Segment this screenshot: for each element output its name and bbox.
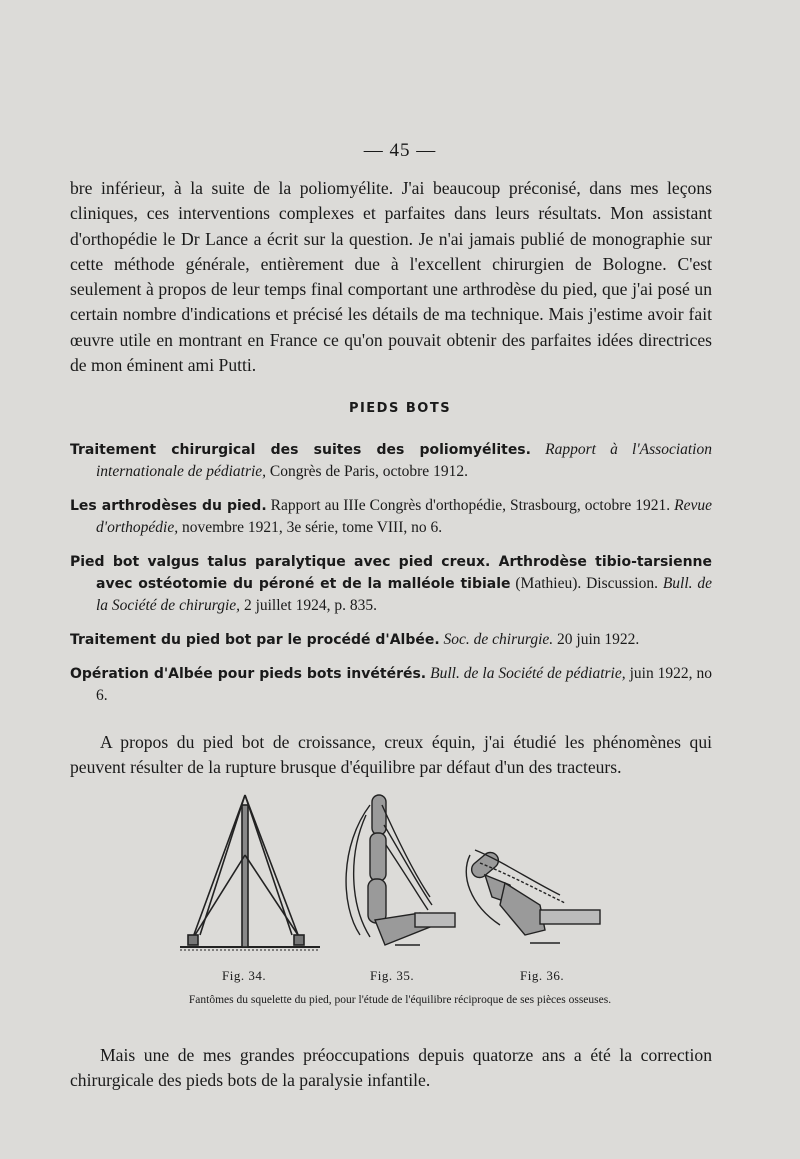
figures-illustration [170,785,610,955]
fig35-drawing [346,795,455,945]
figure-label: Fig. 35. [370,968,415,983]
reference-details: 20 juin 1922. [557,631,640,648]
reference-item [70,551,712,617]
closing-paragraph: Mais une de mes grandes préoccupations depuis quatorze ans a été la correction chirurgicale des pieds bots de la paralysie infantile. [70,1045,712,1091]
fig36-drawing [466,849,600,943]
page-number: — 45 — [363,140,437,161]
body-paragraph: A propos du pied bot de croissance, creux équin, j'ai étudié les phénomènes qui peuvent résulter de la rupture brusque d'équilibre par défaut d'un des tracteurs. [70,732,712,778]
reference-details: Rapport au IIIe Congrès d'orthopédie, Strasbourg, octobre 1921. [270,497,671,514]
reference-details: juin 1922, no 6. [96,665,713,704]
figure-caption: Fantômes du squelette du pied, pour l'étude de l'équilibre réciproque de ses pièces osseuses. [188,994,612,1006]
reference-item [70,663,712,707]
reference-item [70,439,712,483]
section-title: PIEDS BOTS [348,401,452,416]
reference-details: 2 juillet 1924, p. 835. [243,597,377,614]
reference-title: Traitement chirurgical des suites des poliomyélites. [70,442,531,458]
reference-source: Bull. de la Société de pédiatrie, [430,665,626,682]
fig34-drawing [180,795,320,950]
reference-details: Congrès de Paris, octobre 1912. [269,463,468,480]
reference-source: Rapport à l'Association internationale de pédiatrie, [96,441,712,480]
reference-list [70,439,712,719]
reference-details: (Mathieu). Discussion. [515,575,658,592]
reference-source: Bull. de la Société de chirurgie, [96,575,713,614]
figure-label: Fig. 34. [222,968,267,983]
reference-title: Opération d'Albée pour pieds bots invétérés. [70,666,427,682]
reference-item [70,629,712,651]
reference-title: Traitement du pied bot par le procédé d'Albée. [70,632,440,648]
reference-source: Soc. de chirurgie. [443,631,554,648]
reference-title: Les arthrodèses du pied. [70,498,267,514]
reference-item [70,495,712,539]
figure-label: Fig. 36. [520,968,565,983]
intro-paragraph: bre inférieur, à la suite de la poliomyélite. J'ai beaucoup préconisé, dans mes leçons cliniques, ces interventions complexes et parfaites dans leurs résultats. Mon assistant d'orthopédie le Dr Lance a écrit sur la question. Je n'ai jamais publié de monographie sur cette méthode générale, entièrement due à l'excellent chirurgien de Bologne. C'est seulement à propos de leur temps final comportant une arthrodèse du pied, que j'ai posé un certain nombre d'indications et précisé les détails de ma technique. Mais j'estime avoir fait œuvre utile en montrant en France ce qu'on pouvait obtenir des parfaites idées directrices de mon éminent ami Putti. [70,178,712,376]
reference-title: Pied bot valgus talus paralytique avec pied creux. Arthrodèse tibio-tarsienne avec ostéotomie du péroné et de la malléole tibiale [70,554,712,592]
reference-source: Revue d'orthopédie, [96,497,713,536]
reference-details: novembre 1921, 3e série, tome VIII, no 6. [181,519,443,536]
